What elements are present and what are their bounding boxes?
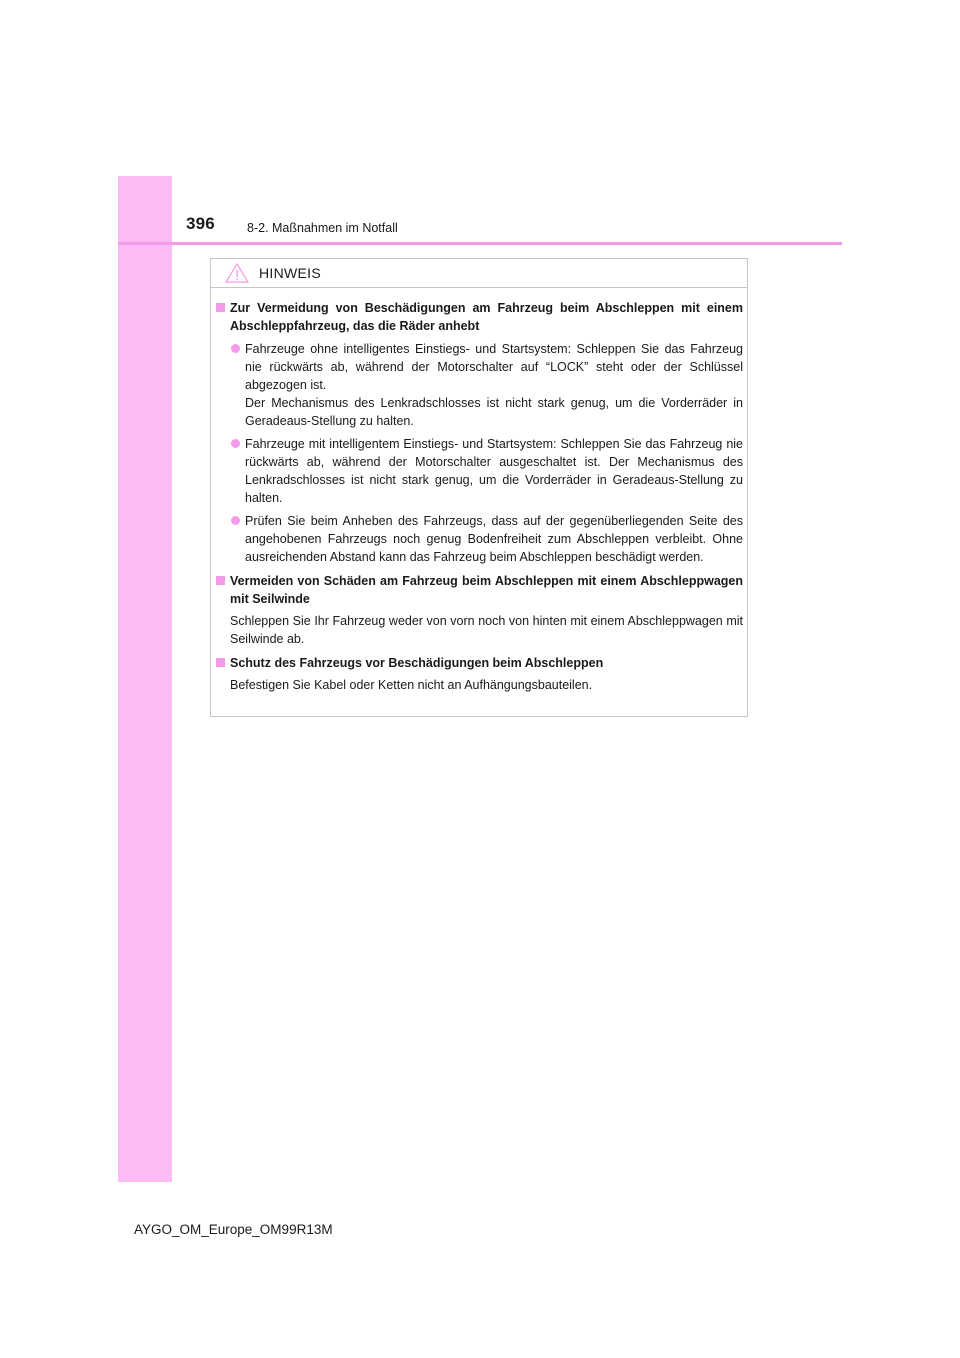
notice-header <box>225 259 321 287</box>
bullet-text: Fahrzeuge ohne intelligentes Einstiegs- und Startsystem: Schleppen Sie das Fahrzeug nie rückwärts ab, während der Motorschalter auf “LOCK” steht oder der Schlüssel abgezogen ist. <box>245 342 743 392</box>
notice-topic-wheel-lift <box>215 299 743 335</box>
notice-box <box>210 258 748 717</box>
bullet-text: Prüfen Sie beim Anheben des Fahrzeugs, dass auf der gegenüberliegenden Seite des angehobenen Fahrzeugs noch genug Bodenfreiheit zum Abschleppen verbleibt. Ohne ausreichenden Abstand kann das Fahrzeug beim Abschleppen beschädigt werden. <box>245 514 743 564</box>
side-tab-band <box>118 176 172 1182</box>
list-item <box>230 340 743 430</box>
warning-triangle-icon <box>225 263 249 283</box>
document-id: AYGO_OM_Europe_OM99R13M <box>134 1222 333 1237</box>
round-bullet-icon <box>231 439 240 448</box>
topic-heading: Schutz des Fahrzeugs vor Beschädigungen beim Abschleppen <box>230 656 604 670</box>
list-item <box>230 435 743 507</box>
topic-heading: Zur Vermeidung von Beschädigungen am Fahrzeug beim Abschleppen mit einem Abschleppfahrzeug, das die Räder anhebt <box>230 301 743 333</box>
topic-heading: Vermeiden von Schäden am Fahrzeug beim Abschleppen mit einem Abschleppwagen mit Seilwinde <box>230 574 743 606</box>
notice-content <box>215 299 743 698</box>
square-bullet-icon <box>216 576 225 585</box>
notice-topic-winch <box>215 572 743 648</box>
square-bullet-icon <box>216 658 225 667</box>
header-rule <box>118 242 842 245</box>
page-number: 396 <box>186 214 215 233</box>
bullet-text-continued: Der Mechanismus des Lenkradschlosses ist nicht stark genug, um die Vorderräder in Geradeaus-Stellung zu halten. <box>245 396 743 428</box>
round-bullet-icon <box>231 516 240 525</box>
notice-topic-suspension <box>215 654 743 694</box>
notice-label: HINWEIS <box>259 265 321 281</box>
section-title: 8-2. Maßnahmen im Notfall <box>247 221 398 235</box>
topic-text: Befestigen Sie Kabel oder Ketten nicht an Aufhängungsbauteilen. <box>230 678 593 692</box>
topic-text: Schleppen Sie Ihr Fahrzeug weder von vorn noch von hinten mit einem Abschleppwagen mit Seilwinde ab. <box>230 614 743 646</box>
round-bullet-icon <box>231 344 240 353</box>
list-item <box>230 512 743 566</box>
square-bullet-icon <box>216 303 225 312</box>
notice-divider <box>211 287 747 288</box>
bullet-text: Fahrzeuge mit intelligentem Einstiegs- und Startsystem: Schleppen Sie das Fahrzeug nie rückwärts ab, während der Motorschalter ausgeschaltet ist. Der Mechanismus des Lenkradschlosses ist nicht stark genug, um die Vorderräder in Geradeaus-Stellung zu halten. <box>245 437 743 505</box>
